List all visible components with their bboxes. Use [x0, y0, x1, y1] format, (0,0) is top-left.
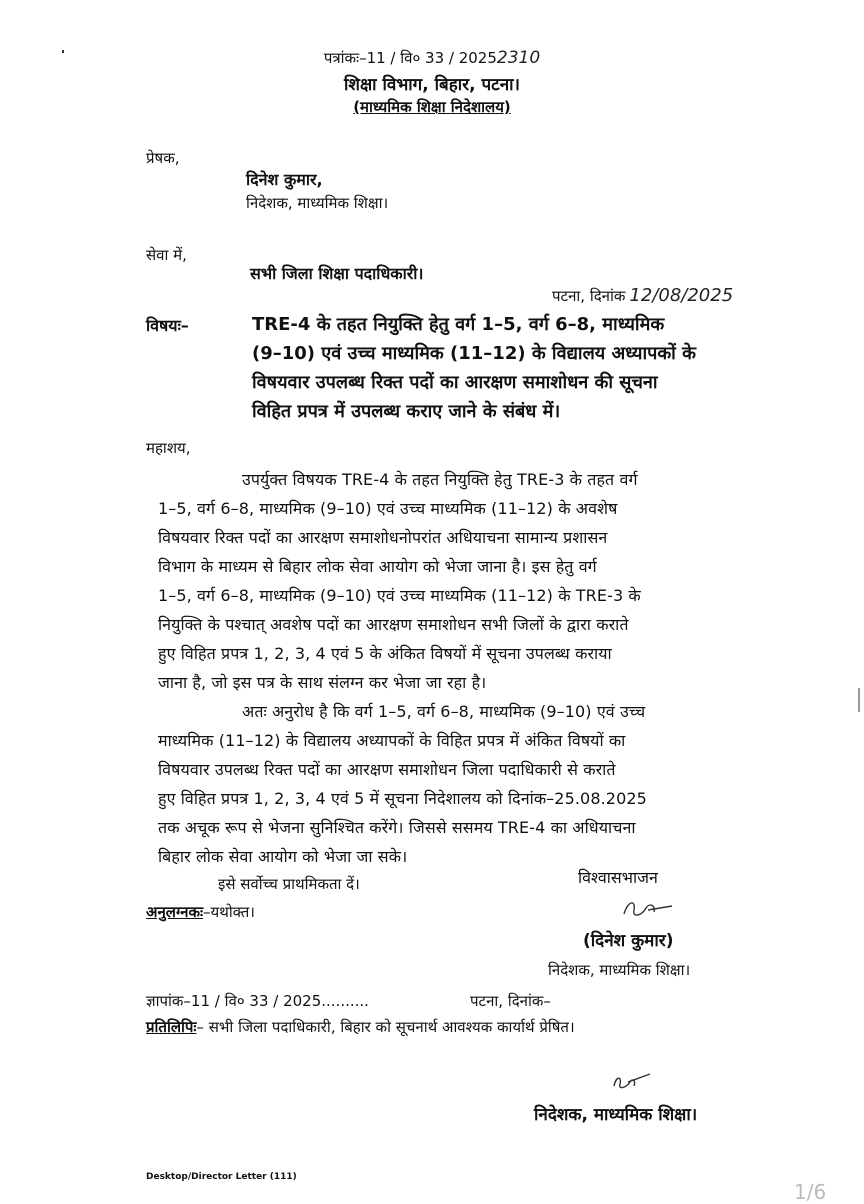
- copy-to-line: [146, 1017, 575, 1037]
- enclosure-value: –यथोक्त।: [203, 903, 255, 921]
- final-designation: निदेशक, माध्यमिक शिक्षा।: [534, 1105, 698, 1125]
- sender-label: प्रेषक,: [146, 149, 180, 167]
- footer-file-path: Desktop/Director Letter (111): [146, 1172, 297, 1182]
- paragraph-line: हुए विहित प्रपत्र 1, 2, 3, 4 एवं 5 के अंकित विषयों में सूचना उपलब्ध कराया: [158, 644, 612, 663]
- subject-line: विहित प्रपत्र में उपलब्ध कराए जाने के संबंध में।: [252, 401, 561, 422]
- reference-number: [0, 48, 864, 68]
- paragraph-line: 1–5, वर्ग 6–8, माध्यमिक (9–10) एवं उच्च माध्यमिक (11–12) के TRE-3 के: [158, 586, 641, 605]
- recipient-label: सेवा में,: [146, 246, 187, 264]
- priority-note: इसे सर्वोच्च प्राथमिकता दें।: [218, 875, 360, 893]
- subject-line: (9–10) एवं उच्च माध्यमिक (11–12) के विद्यालय अध्यापकों के: [252, 343, 696, 364]
- reference-number-text: पत्रांकः–11 / वि० 33 / 2025: [323, 49, 497, 67]
- paragraph-line: अतः अनुरोध है कि वर्ग 1–5, वर्ग 6–8, माध्यमिक (9–10) एवं उच्च: [242, 702, 646, 721]
- sender-name: दिनेश कुमार,: [246, 170, 323, 189]
- sender-designation: निदेशक, माध्यमिक शिक्षा।: [246, 194, 389, 212]
- enclosure-label: अनुलग्नकः: [146, 903, 204, 921]
- signatory-name: (दिनेश कुमार): [583, 931, 674, 951]
- page-indicator: 1/6: [794, 1180, 827, 1204]
- copy-to-label: प्रतिलिपिः: [146, 1018, 197, 1036]
- closing-phrase: विश्वासभाजन: [578, 868, 658, 887]
- paragraph-line: माध्यमिक (11–12) के विद्यालय अध्यापकों के विहित प्रपत्र में अंकित विषयों का: [158, 731, 626, 750]
- subject-line: TRE-4 के तहत नियुक्ति हेतु वर्ग 1–5, वर्ग 6–8, माध्यमिक: [252, 314, 665, 335]
- paragraph-line: विभाग के माध्यम से बिहार लोक सेवा आयोग को भेजा जाना है। इस हेतु वर्ग: [158, 557, 597, 576]
- paragraph-line: जाना है, जो इस पत्र के साथ संलग्न कर भेजा जा रहा है।: [158, 673, 487, 692]
- signature-mark: [618, 896, 678, 924]
- signatory-designation: निदेशक, माध्यमिक शिक्षा।: [548, 961, 691, 979]
- paragraph-line: हुए विहित प्रपत्र 1, 2, 3, 4 एवं 5 में सूचना निदेशालय को दिनांक–25.08.2025: [158, 789, 647, 808]
- paragraph-line: उपर्युक्त विषयक TRE-4 के तहत नियुक्ति हेतु TRE-3 के तहत वर्ग: [242, 470, 638, 489]
- date-line: [552, 285, 733, 306]
- scan-edge-mark: [858, 688, 860, 712]
- memo-number: ज्ञापांक–11 / वि० 33 / 2025..........: [146, 992, 369, 1010]
- paragraph-line: 1–5, वर्ग 6–8, माध्यमिक (9–10) एवं उच्च माध्यमिक (11–12) के अवशेष: [158, 499, 618, 518]
- initials-mark: [608, 1070, 654, 1096]
- directorate-name: (माध्यमिक शिक्षा निदेशालय): [353, 98, 511, 116]
- subject-label: विषयः–: [146, 316, 189, 335]
- copy-to-text: – सभी जिला पदाधिकारी, बिहार को सूचनार्थ आवश्यक कार्यार्थ प्रेषित।: [196, 1018, 575, 1036]
- handwritten-reference: 2310: [496, 48, 541, 68]
- date-label: पटना, दिनांक: [552, 287, 626, 305]
- paragraph-line: विषयवार रिक्त पदों का आरक्षण समाशोधनोपरांत अधियाचना सामान्य प्रशासन: [158, 528, 608, 547]
- department-name: शिक्षा विभाग, बिहार, पटना।: [343, 75, 520, 95]
- enclosure-line: [146, 902, 255, 922]
- subject-line: विषयवार उपलब्ध रिक्त पदों का आरक्षण समाशोधन की सूचना: [252, 372, 658, 393]
- memo-date: पटना, दिनांक–: [470, 992, 551, 1010]
- scan-speck: [62, 50, 64, 53]
- recipient-name: सभी जिला शिक्षा पदाधिकारी।: [250, 264, 424, 283]
- paragraph-line: नियुक्ति के पश्चात् अवशेष पदों का आरक्षण समाशोधन सभी जिलों के द्वारा कराते: [158, 615, 629, 634]
- paragraph-line: बिहार लोक सेवा आयोग को भेजा जा सके।: [158, 847, 408, 866]
- paragraph-line: विषयवार उपलब्ध रिक्त पदों का आरक्षण समाशोधन जिला पदाधिकारी से कराते: [158, 760, 616, 779]
- paragraph-line: तक अचूक रूप से भेजना सुनिश्चित करेंगे। जिससे ससमय TRE-4 का अधियाचना: [158, 818, 636, 837]
- salutation: महाशय,: [146, 439, 191, 457]
- handwritten-date: 12/08/2025: [629, 285, 734, 306]
